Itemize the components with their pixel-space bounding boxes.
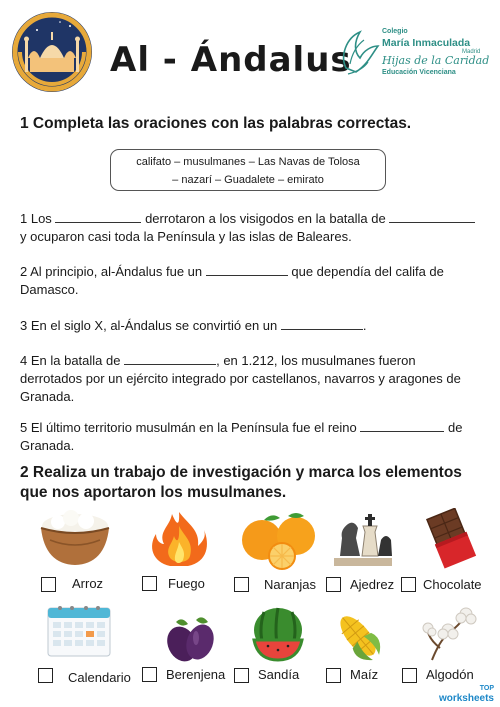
school-city: Madrid [462, 49, 481, 55]
item-label: Maíz [350, 667, 379, 682]
sentence-text: Damasco. [20, 282, 79, 297]
checkbox-naranjas[interactable] [234, 577, 249, 592]
school-name: María Inmaculada [382, 37, 471, 49]
section2-heading-line-1: 2 Realiza un trabajo de investigación y marca los elementos [20, 464, 462, 481]
checkbox-algodon[interactable] [402, 668, 417, 683]
checkbox-sandia[interactable] [234, 668, 249, 683]
checkbox-berenjena[interactable] [142, 667, 157, 682]
sentence-text: 5 El último territorio musulmán en la Península fue el reino [20, 420, 357, 435]
eggplant-icon [160, 612, 220, 664]
word-bank-line-2: – nazarí – Guadalete – emirato [172, 174, 324, 186]
cotton-icon [418, 604, 478, 662]
brand-top: TOP [479, 685, 494, 692]
sentence-text: derrotaron a los visigodos en la batalla de [145, 211, 386, 226]
dove-icon [338, 28, 380, 78]
word-bank [110, 149, 386, 191]
page-title: Al - Ándalus [110, 40, 352, 80]
item-label: Berenjena [166, 667, 226, 682]
chocolate-icon [420, 508, 482, 570]
item-label: Naranjas [264, 577, 317, 592]
item-label: Ajedrez [350, 577, 395, 592]
oranges-icon [240, 510, 318, 570]
sentence-2 [20, 263, 482, 299]
sentence-1 [20, 210, 482, 246]
chess-icon [332, 508, 394, 568]
item-label: Arroz [72, 576, 104, 591]
item-label: Calendario [68, 670, 131, 685]
sentence-text: , en 1.212, los musulmanes fueron [216, 353, 416, 368]
mosque-logo [12, 12, 92, 92]
checkbox-ajedrez[interactable] [326, 577, 341, 592]
checkbox-arroz[interactable] [41, 577, 56, 592]
school-motto: Hijas de la Caridad [382, 54, 490, 67]
answer-blank[interactable] [281, 318, 363, 330]
checkbox-fuego[interactable] [142, 576, 157, 591]
checkbox-calendario[interactable] [38, 668, 53, 683]
answer-blank[interactable] [206, 264, 288, 276]
item-label: Sandía [258, 667, 300, 682]
sentence-4 [20, 352, 482, 406]
topworksheets-logo [439, 684, 494, 704]
sentence-5 [20, 419, 482, 455]
section2-heading [20, 463, 462, 503]
fire-icon [148, 510, 210, 568]
sentence-text: de [447, 420, 463, 435]
item-label: Chocolate [423, 577, 482, 592]
sentence-text: Granada. [20, 389, 75, 404]
sentence-text: que dependía del califa de [291, 264, 444, 279]
sentence-text: 4 En la batalla de [20, 353, 121, 368]
checkbox-chocolate[interactable] [401, 577, 416, 592]
sentence-text: 1 Los [20, 211, 52, 226]
sentence-text: y ocuparon casi toda la Península y las islas de Baleares. [20, 229, 352, 244]
sentence-3 [20, 317, 482, 335]
sentence-text: Granada. [20, 438, 75, 453]
section1-heading: 1 Completa las oraciones con las palabras correctas. [20, 115, 412, 132]
brand-bottom: worksheets [438, 693, 494, 704]
answer-blank[interactable] [55, 211, 141, 223]
sentence-text: 3 En el siglo X, al-Ándalus se convirtió en un [20, 318, 278, 333]
word-bank-line-1: califato – musulmanes – Las Navas de Tolosa [136, 156, 360, 168]
school-logo [338, 26, 488, 96]
rice-bowl-icon [38, 508, 112, 568]
corn-icon [330, 608, 386, 664]
item-label: Fuego [168, 576, 205, 591]
sentence-text: 2 Al principio, al-Ándalus fue un [20, 264, 203, 279]
watermelon-icon [248, 606, 308, 662]
calendar-icon [46, 604, 112, 658]
checkbox-maiz[interactable] [326, 668, 341, 683]
section2-heading-line-2: que nos aportaron los musulmanes. [20, 484, 287, 501]
sentence-text: derrotados por un ejército integrado por castellanos, navarros y aragones de [20, 371, 461, 386]
answer-blank[interactable] [360, 420, 444, 432]
sentence-text: . [362, 318, 367, 333]
item-label: Algodón [426, 667, 474, 682]
school-line-colegio: Colegio [382, 28, 408, 35]
answer-blank[interactable] [124, 353, 216, 365]
school-subtitle: Educación Vicenciana [382, 69, 456, 76]
answer-blank[interactable] [389, 211, 475, 223]
